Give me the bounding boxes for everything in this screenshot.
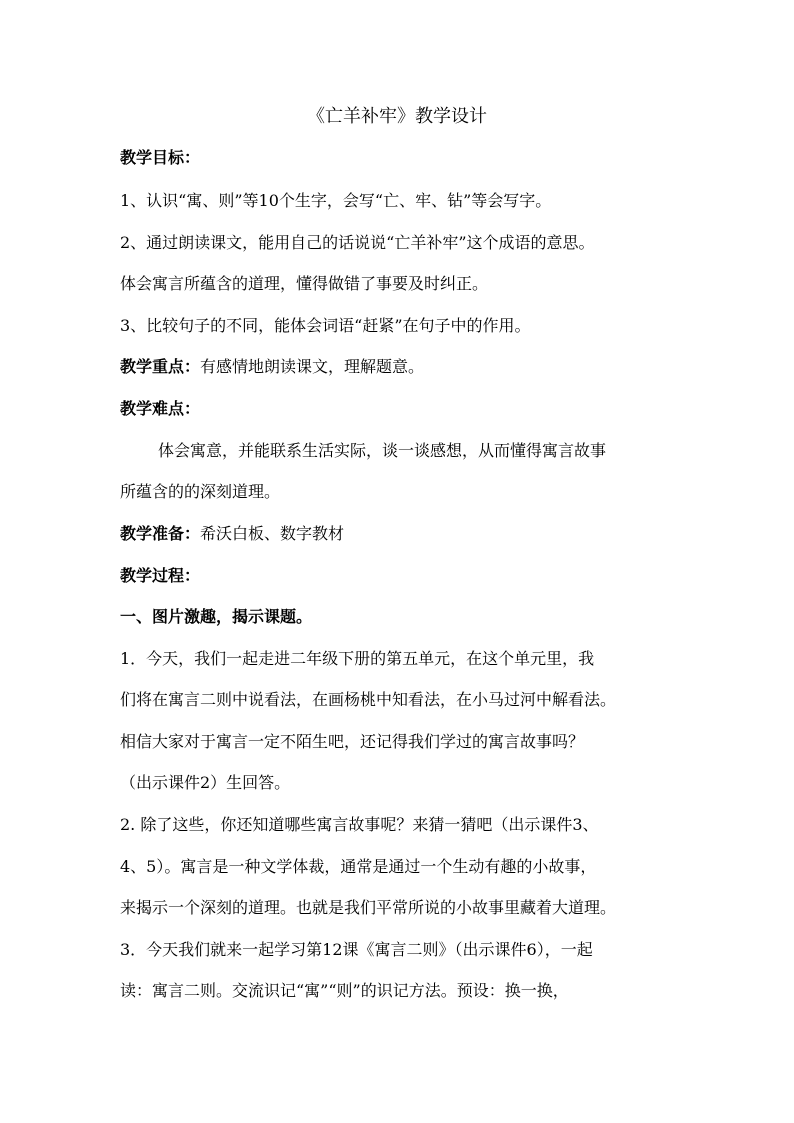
key-point-text: 有感情地朗读课文，理解题意。 (200, 357, 425, 376)
objective-2-line-1: 2、通过朗读课文，能用自己的话说说“亡羊补牢”这个成语的意思。 (120, 233, 595, 252)
key-point-label: 教学重点： (120, 357, 201, 376)
objectives-heading: 教学目标： (120, 148, 201, 167)
preparation-label: 教学准备： (120, 524, 201, 543)
paragraph-3-line-2: 读：寓言二则。交流识记“寓”“则”的识记方法。预设：换一换， (120, 981, 569, 1000)
paragraph-2-line-1: 2. 除了这些，你还知道哪些寓言故事呢？来猜一猜吧（出示课件3、 (120, 815, 599, 834)
paragraph-1-line-1: 1．今天，我们一起走进二年级下册的第五单元，在这个单元里，我 (120, 649, 595, 668)
objective-2-line-2: 体会寓言所蕴含的道理，懂得做错了事要及时纠正。 (120, 274, 489, 293)
paragraph-2-line-3: 来揭示一个深刻的道理。也就是我们平常所说的小故事里藏着大道理。 (120, 898, 617, 917)
paragraph-3-line-1: 3．今天我们就来一起学习第12课《寓言二则》（出示课件6），一起 (120, 940, 593, 959)
process-heading: 教学过程： (120, 566, 201, 585)
section-1-heading: 一、图片激趣，揭示课题。 (120, 607, 313, 626)
paragraph-1-line-3: 相信大家对于寓言一定不陌生吧，还记得我们学过的寓言故事吗？ (120, 732, 585, 751)
difficulty-line-2: 所蕴含的的深刻道理。 (120, 482, 281, 501)
preparation-text: 希沃白板、数字教材 (200, 524, 345, 543)
paragraph-1-line-2: 们将在寓言二则中说看法，在画杨桃中知看法，在小马过河中解看法。 (120, 690, 617, 709)
objective-1: 1、认识“寓、则”等10个生字，会写“亡、牢、钻”等会写字。 (120, 191, 552, 210)
paragraph-2-line-2: 4、5）。寓言是一种文学体裁，通常是通过一个生动有趣的小故事， (120, 857, 597, 876)
preparation (120, 522, 344, 546)
difficulty-heading: 教学难点： (120, 399, 201, 418)
paragraph-1-line-4: （出示课件2）生回答。 (120, 773, 291, 792)
objective-3: 3、比较句子的不同，能体会词语“赶紧”在句子中的作用。 (120, 316, 531, 335)
document-title: 《亡羊补牢》教学设计 (307, 106, 487, 127)
difficulty-line-1: 体会寓意，并能联系生活实际，谈一谈感想，从而懂得寓言故事 (158, 441, 607, 460)
key-point (120, 355, 424, 379)
